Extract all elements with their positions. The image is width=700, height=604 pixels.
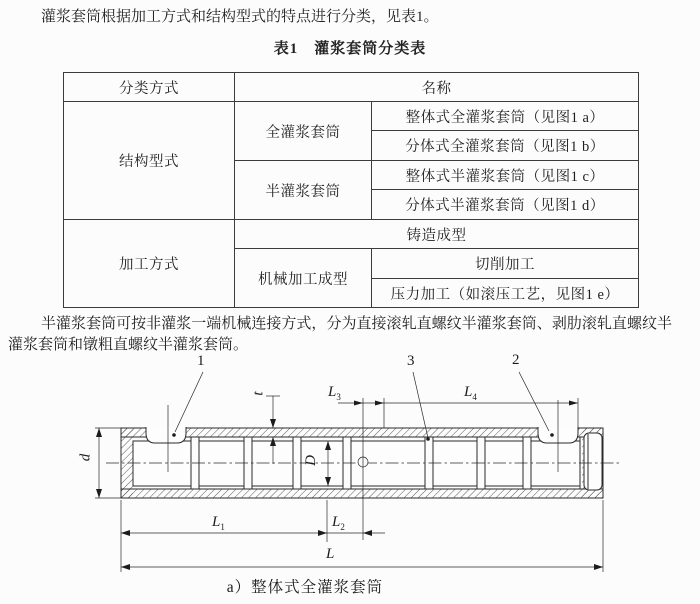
sleeve-diagram <box>0 350 700 604</box>
cell-split-half: 分体式半灌浆套筒（见图1 d） <box>372 190 639 220</box>
dim-label-L3: $L_3$ <box>328 384 341 402</box>
cell-full-grout-sleeve: 全灌浆套筒 <box>235 102 372 161</box>
body-paragraph: 半灌浆套筒可按非灌浆一端机械连接方式，分为直接滚轧直螺纹半灌浆套筒、剥肋滚轧直螺纹半灌浆套筒和镦粗直螺纹半灌浆套筒。 <box>8 316 672 353</box>
dim-label-inner-diameter: D <box>302 455 319 466</box>
bottom-wall <box>121 489 603 498</box>
dim-label-outer-diameter: d <box>77 453 94 462</box>
part-label-grout-outlet: 2 <box>512 352 520 368</box>
leader-inlet <box>175 372 203 432</box>
seal-ring <box>584 433 602 490</box>
table-title: 表1 灌浆套筒分类表 <box>273 41 427 57</box>
cell-integral-full: 整体式全灌浆套筒（见图1 a） <box>372 102 639 131</box>
classification-table <box>63 72 639 308</box>
cell-casting: 铸造成型 <box>235 220 639 249</box>
header-name: 名称 <box>235 73 639 102</box>
cell-machining: 机械加工成型 <box>235 249 372 308</box>
cell-processing-method: 加工方式 <box>64 220 235 308</box>
cell-half-grout-sleeve: 半灌浆套筒 <box>235 161 372 220</box>
dim-label-wall-thickness: t <box>250 391 267 396</box>
dim-label-L1: $L_1$ <box>212 514 225 532</box>
dim-label-total-length: L <box>326 546 335 562</box>
part-label-grout-inlet: 1 <box>197 353 205 369</box>
leader-outlet <box>519 372 549 431</box>
bore-sections <box>133 441 580 486</box>
cell-structure-type: 结构型式 <box>64 102 235 220</box>
intro-paragraph: 灌浆套筒根据加工方式和结构型式的特点进行分类，见表1。 <box>41 9 439 25</box>
sleeve-figure <box>0 350 700 604</box>
top-wall <box>121 428 603 437</box>
cell-pressing: 压力加工（如滚压工艺，见图1 e） <box>372 279 639 308</box>
dim-label-L4: $L_4$ <box>464 384 477 402</box>
header-classification-method: 分类方式 <box>64 73 235 102</box>
figure-caption: a）整体式全灌浆套筒 <box>226 579 384 596</box>
grout-inlet-port <box>146 427 186 443</box>
cell-integral-half: 整体式半灌浆套筒（见图1 c） <box>372 161 639 190</box>
dim-label-L2: $L_2$ <box>332 514 345 532</box>
cell-split-full: 分体式全灌浆套筒（见图1 b） <box>372 131 639 161</box>
cell-cutting: 切削加工 <box>372 249 639 279</box>
part-label-shear-groove: 3 <box>407 353 415 369</box>
